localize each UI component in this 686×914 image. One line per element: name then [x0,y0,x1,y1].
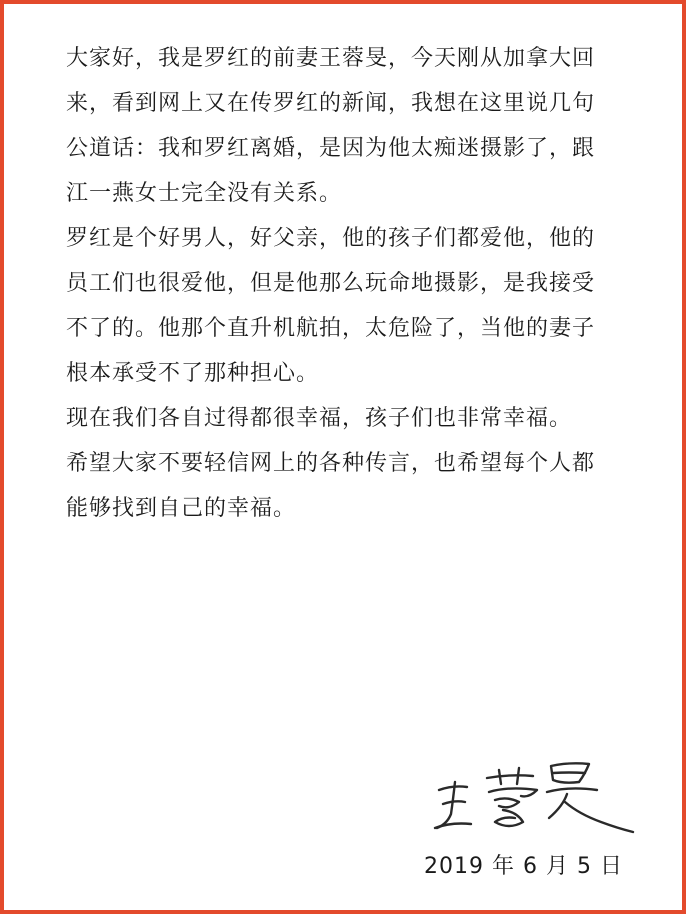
text-line: 公道话：我和罗红离婚，是因为他太痴迷摄影了，跟 [66,136,596,161]
text-line: 罗红是个好男人，好父亲，他的孩子们都爱他，他的 [66,226,596,251]
letter-body [66,36,646,531]
text-line: 员工们也很爱他，但是他那么玩命地摄影，是我接受 [66,271,596,296]
text-line: 江一燕女士完全没有关系。 [66,181,343,206]
paragraph-4 [66,441,646,531]
paragraph-2 [66,216,646,396]
paragraph-3 [66,396,646,441]
paragraph-1 [66,36,646,216]
text-line: 不了的。他那个直升机航拍，太危险了，当他的妻子 [66,316,596,341]
handwritten-signature [429,752,639,842]
text-line: 希望大家不要轻信网上的各种传言，也希望每个人都 [66,451,596,476]
text-line: 根本承受不了那种担心。 [66,361,320,386]
text-line: 现在我们各自过得都很幸福，孩子们也非常幸福。 [66,406,573,431]
text-line: 大家好，我是罗红的前妻王蓉旻，今天刚从加拿大回 [66,46,596,71]
text-line: 来，看到网上又在传罗红的新闻，我想在这里说几句 [66,91,596,116]
letter-date: 2019 年 6 月 5 日 [424,854,623,879]
text-line: 能够找到自己的幸福。 [66,496,297,521]
